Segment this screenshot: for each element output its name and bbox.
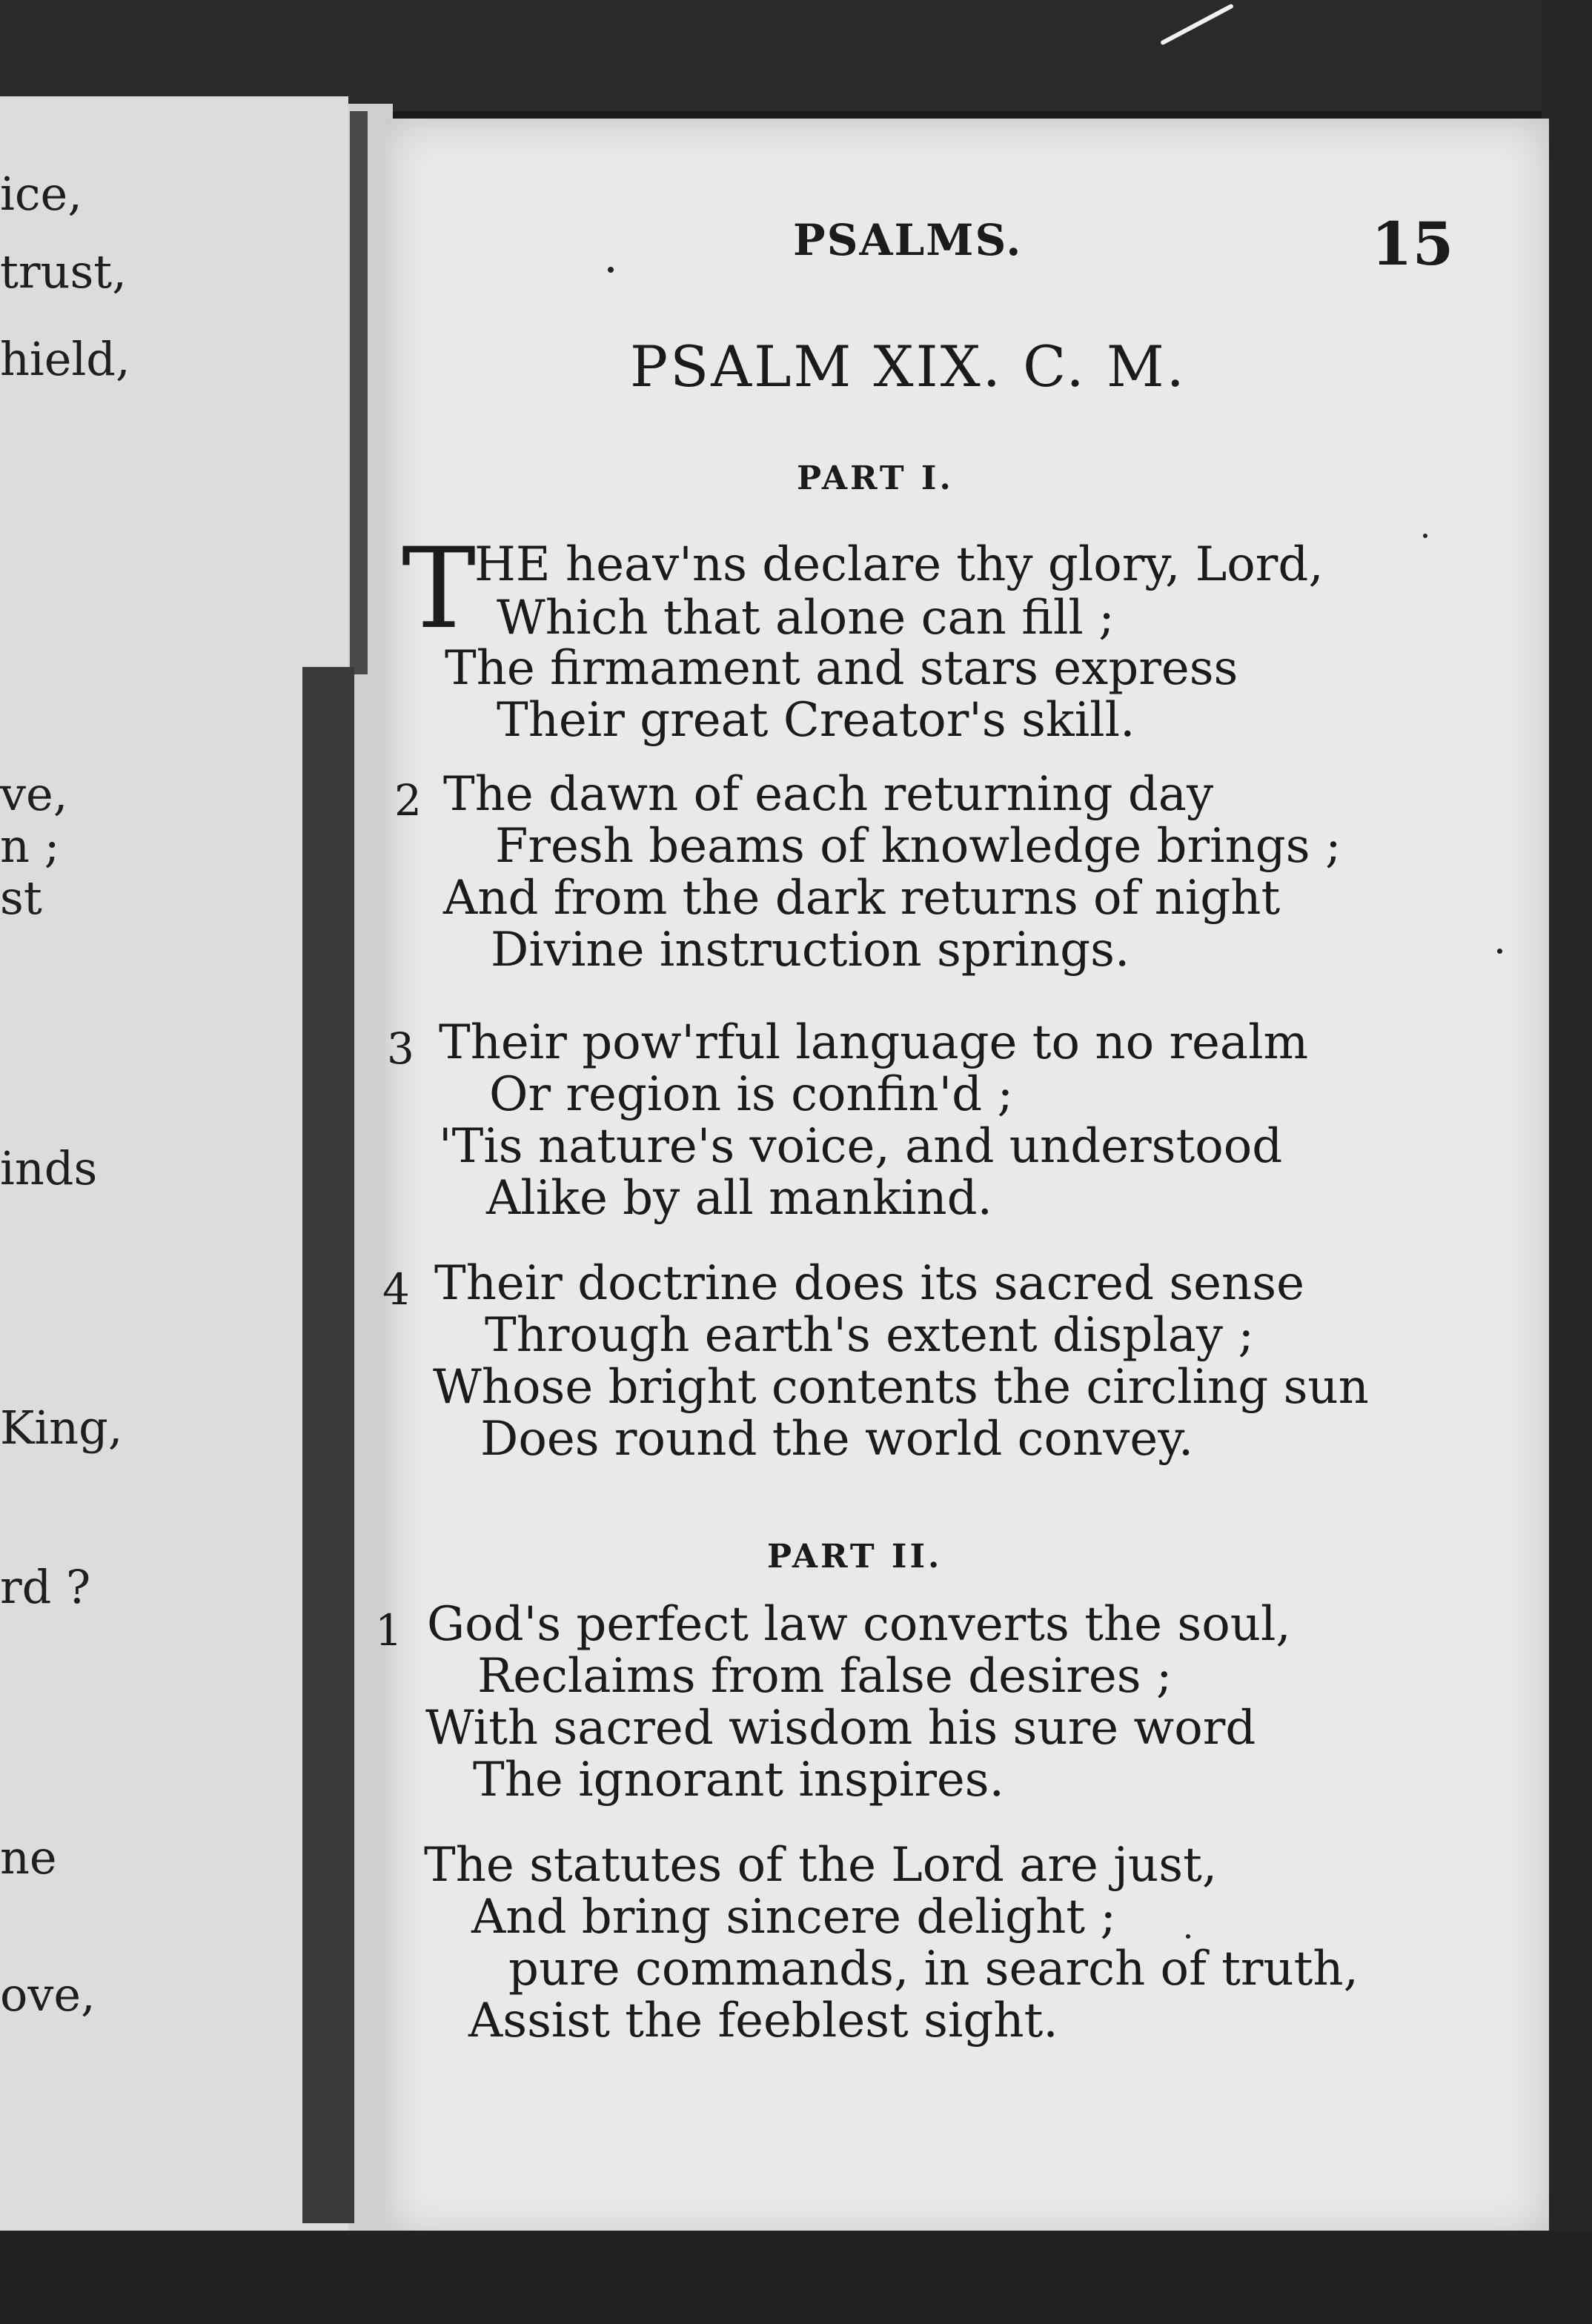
scan-speck: [1497, 949, 1502, 954]
verse-line: And from the dark returns of night: [443, 871, 1281, 926]
stanza-2: [385, 767, 1549, 993]
left-page-fragment: trust,: [0, 245, 127, 299]
part-two-stanza-1: [375, 1597, 1549, 1823]
scan-speck: [1186, 1934, 1190, 1939]
verse-line: Alike by all mankind.: [486, 1171, 992, 1226]
stanza-number: 4: [382, 1264, 410, 1315]
verse-line: The statutes of the Lord are just,: [424, 1838, 1218, 1893]
verse-line: Through earth's extent display ;: [485, 1308, 1254, 1363]
stanza-number: 1: [375, 1605, 402, 1656]
verse-line: Whose bright contents the circling sun: [433, 1360, 1369, 1415]
left-page-fragment: hield,: [0, 332, 130, 386]
page-header: [385, 209, 1549, 304]
left-page-fragment: rd ?: [0, 1560, 91, 1614]
left-page-fragment: ve,: [0, 767, 68, 821]
scan-border-bottom: [0, 2231, 1592, 2324]
verse-line: And bring sincere delight ;: [471, 1890, 1116, 1945]
verse-line: The firmament and stars express: [445, 641, 1238, 696]
verse-line: 'Tis nature's voice, and understood: [439, 1119, 1283, 1174]
part-two-heading: PART II.: [767, 1538, 943, 1576]
verse-line: Reclaims from false desires ;: [477, 1649, 1173, 1704]
verse-line: God's perfect law converts the soul,: [427, 1597, 1291, 1652]
verse-line: Their pow'rful language to no realm: [439, 1015, 1309, 1070]
verse-line: Assist the feeblest sight.: [468, 1993, 1058, 2048]
part-two-stanza-2: [385, 1838, 1549, 2064]
verse-line: With sacred wisdom his sure word: [425, 1701, 1256, 1756]
stanza-1: [385, 525, 1549, 756]
spine-shadow: [350, 111, 368, 674]
verse-line: Or region is confin'd ;: [489, 1067, 1014, 1122]
stanza-4: [382, 1256, 1549, 1482]
drop-cap: T: [402, 525, 477, 654]
verse-line: The ignorant inspires.: [473, 1753, 1004, 1807]
verse-line: Their doctrine does its sacred sense: [434, 1256, 1304, 1311]
scan-border-top: [0, 0, 1592, 111]
verse-line: Which that alone can fill ;: [497, 591, 1115, 645]
verse-line: pure commands, in search of truth,: [508, 1942, 1359, 1996]
part-one-heading: PART I.: [797, 459, 954, 497]
scan-speck: [608, 267, 614, 273]
verse-line: Does round the world convey.: [480, 1412, 1194, 1467]
book-spine: [302, 667, 354, 2223]
left-page-fragment: inds: [0, 1141, 98, 1195]
left-page-fragment: ne: [0, 1830, 57, 1885]
stanza-number: 3: [387, 1023, 414, 1074]
left-page-fragment: ove,: [0, 1968, 96, 2022]
scan-speck: [1423, 534, 1427, 538]
right-page: [375, 119, 1549, 2238]
left-page-fragment: n ;: [0, 819, 60, 873]
scan-border-right: [1542, 0, 1592, 2324]
running-head: PSALMS.: [793, 215, 1023, 265]
left-facing-page: [0, 96, 348, 2245]
psalm-title: PSALM XIX. C. M.: [630, 333, 1187, 399]
stanza-number: 2: [394, 775, 422, 826]
left-page-fragment: st: [0, 871, 42, 925]
verse-line: The dawn of each returning day: [443, 767, 1214, 822]
stanza-3: [385, 1015, 1549, 1241]
verse-line: Their great Creator's skill.: [497, 693, 1135, 748]
verse-line: Fresh beams of knowledge brings ;: [495, 819, 1341, 874]
verse-line: HE heav'ns declare thy glory, Lord,: [474, 537, 1324, 592]
left-page-fragment: ice,: [0, 167, 82, 221]
verse-line: Divine instruction springs.: [491, 923, 1130, 977]
left-page-fragment: King,: [0, 1401, 123, 1455]
page-number: 15: [1371, 209, 1454, 279]
